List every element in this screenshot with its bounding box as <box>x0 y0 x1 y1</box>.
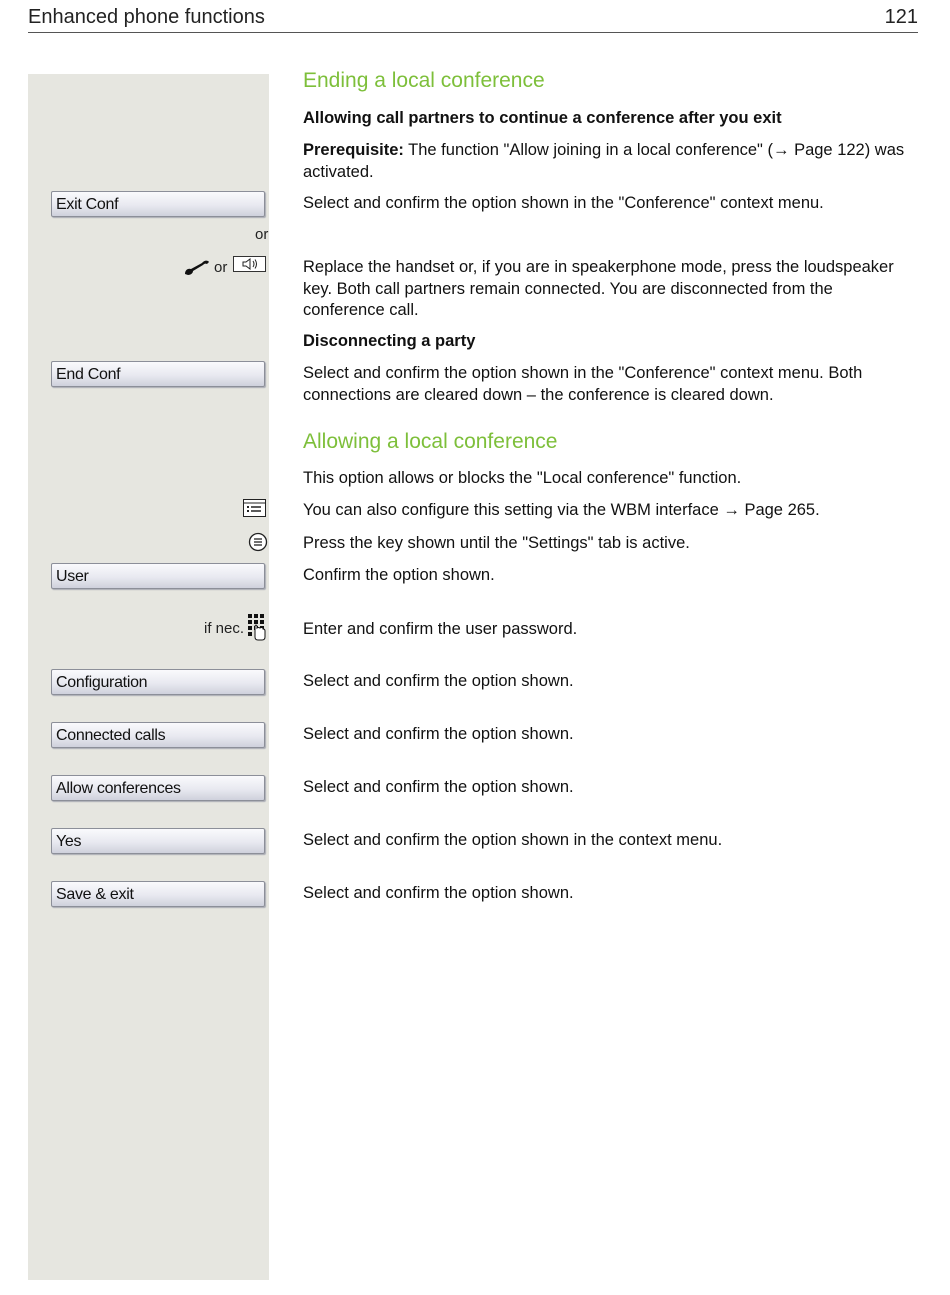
heading-allowing-local-conference: Allowing a local conference <box>303 430 558 453</box>
page-number: 121 <box>884 6 918 28</box>
step-connected-calls: Select and confirm the option shown. <box>303 725 574 743</box>
step-allow-conferences: Select and confirm the option shown. <box>303 778 574 796</box>
wbm-note: You can also configure this setting via the WBM interface → Page 265. <box>303 501 820 519</box>
prerequisite-body: The function "Allow joining in a local conference" (→ Page 122) was activated. <box>303 141 905 181</box>
step-enter-password: Enter and confirm the user password. <box>303 620 578 638</box>
exit-conf-button[interactable]: Exit Conf <box>51 191 265 217</box>
page-header <box>28 4 918 33</box>
end-conf-button[interactable]: End Conf <box>51 361 265 387</box>
yes-button[interactable]: Yes <box>51 828 265 854</box>
loudspeaker-key-icon[interactable] <box>233 256 266 277</box>
prerequisite-text <box>303 140 919 183</box>
mode-key-icon[interactable] <box>248 532 268 557</box>
subheading-disconnect-party: Disconnecting a party <box>303 332 476 350</box>
step-press-key: Press the key shown until the "Settings" tab is active. <box>303 534 690 552</box>
step-confirm-user: Confirm the option shown. <box>303 566 495 584</box>
step-exit-conf: Select and confirm the option shown in the "Conference" context menu. <box>303 194 824 212</box>
step-end-conf: Select and confirm the option shown in the "Conference" context menu. Both connections are cleared down – the conference is cleared down. <box>303 364 863 404</box>
if-nec-label: if nec. <box>204 620 245 637</box>
configuration-button[interactable]: Configuration <box>51 669 265 695</box>
keypad-icon[interactable] <box>246 613 268 646</box>
or-label: or <box>255 226 269 243</box>
header-title: Enhanced phone functions <box>28 6 265 28</box>
prerequisite-label: Prerequisite: <box>303 141 404 159</box>
save-exit-button[interactable]: Save & exit <box>51 881 265 907</box>
heading-ending-local-conference: Ending a local conference <box>303 69 545 92</box>
handset-icon[interactable] <box>183 257 211 282</box>
connected-calls-button[interactable]: Connected calls <box>51 722 265 748</box>
wbm-icon <box>243 499 266 522</box>
step-replace-handset: Replace the handset or, if you are in speakerphone mode, press the loudspeaker key. Both call partners remain connected. You are disconnected from the conference call. <box>303 258 894 319</box>
step-save-exit: Select and confirm the option shown. <box>303 884 574 902</box>
allow-conferences-button[interactable]: Allow conferences <box>51 775 265 801</box>
step-configuration: Select and confirm the option shown. <box>303 672 574 690</box>
intro-local-conference: This option allows or blocks the "Local conference" function. <box>303 469 742 487</box>
or-label-inline: or <box>214 259 228 276</box>
step-yes: Select and confirm the option shown in the context menu. <box>303 831 723 849</box>
subheading-allow-continue: Allowing call partners to continue a conference after you exit <box>303 109 782 127</box>
user-button[interactable]: User <box>51 563 265 589</box>
